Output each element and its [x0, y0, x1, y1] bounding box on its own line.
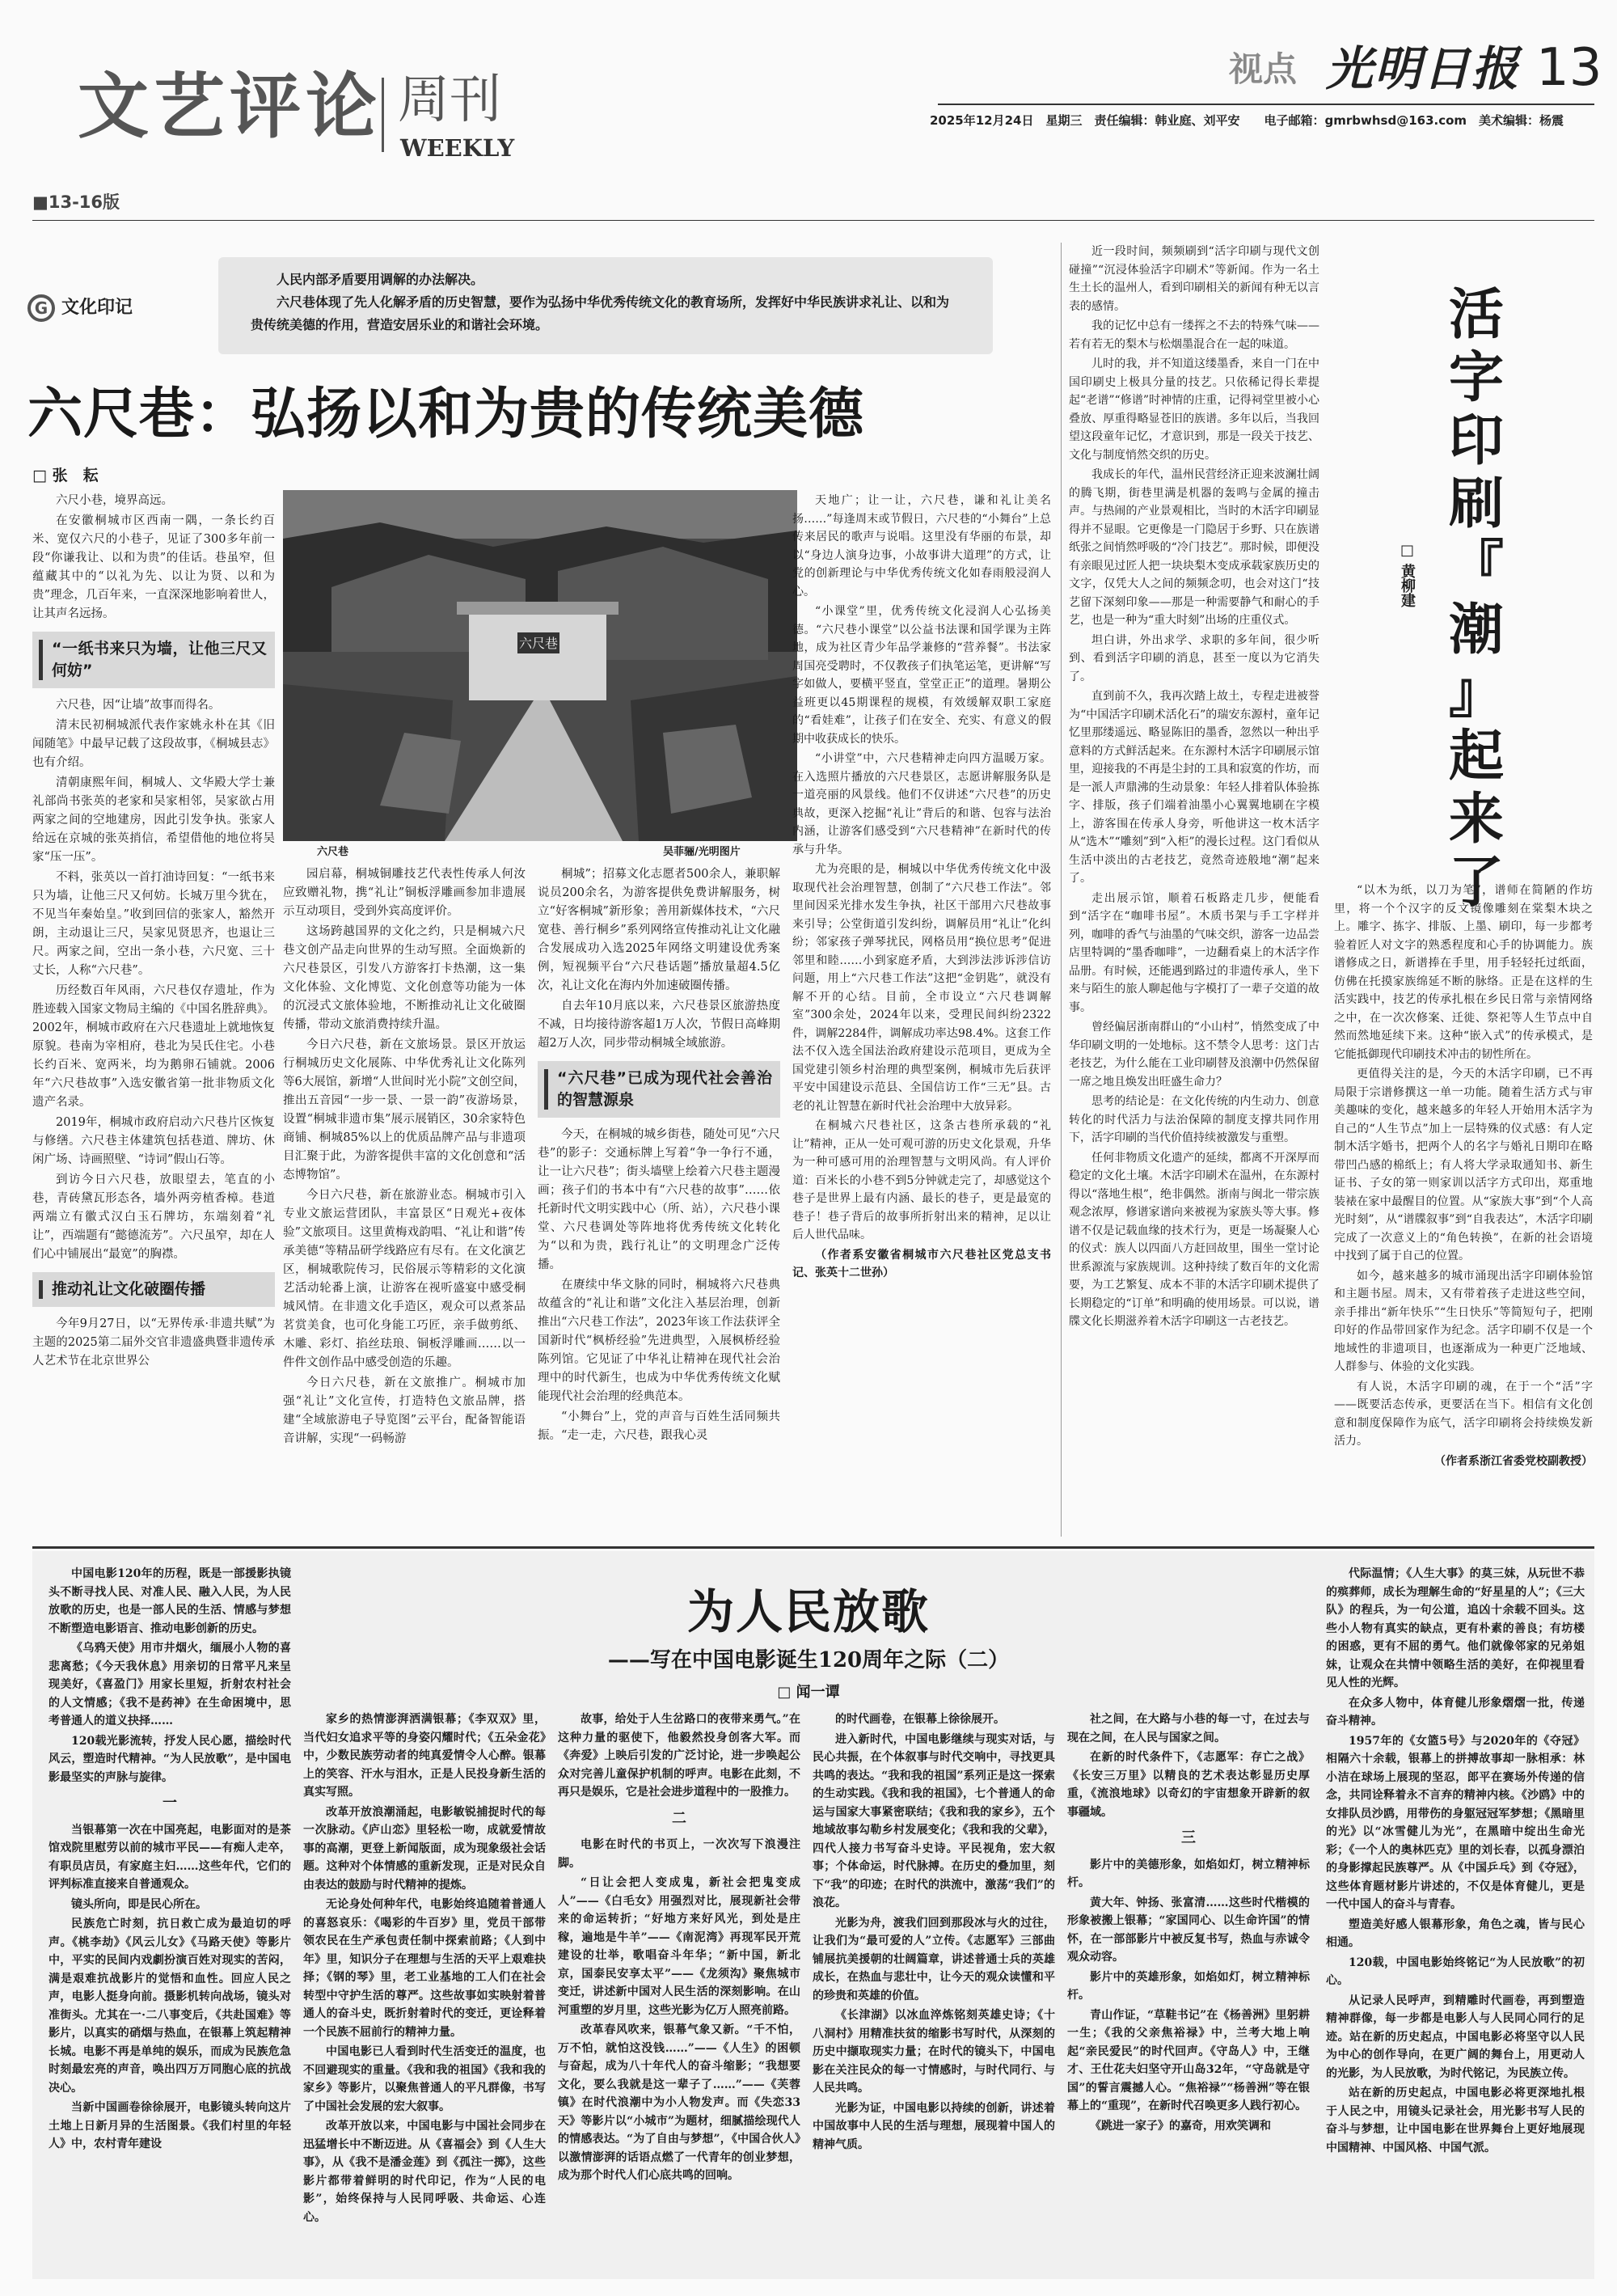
- paragraph: 桐城”；招募文化志愿者500余人，兼职解说员200余名，为游客提供免费讲解服务，树立“好客桐城”新形象；善用新媒体技术，“六尺宽巷、善行桐乡”系列网络宣传推动礼让文化融合发展成功入选2025年网络文明建设优秀案例，短视频平台“六尺巷话题”播放量超4.5亿次，礼让文化在海内外加速破圈传播。: [538, 868, 780, 992]
- paragraph: 任何非物质文化遗产的延续，都离不开深厚而稳定的文化土壤。木活字印刷术在温州，在东源村得以“落地生根”，绝非偶然。浙南与闽北一带宗族观念浓厚，修谱家谱向来被视为家族头等大事。修谱不仅是记载血缘的技术行为，更是一场凝聚人心的仪式：族人以四面八方赶回故里，围坐一堂讨论世系源流与家族规训。这种持续了数百年的文化需要，为工艺繁复、成本不菲的木活字印刷术提供了长期稳定的“订单”和明确的使用场景。可以说，谱牒文化长期滋养着木活字印刷这一古老技艺。: [1069, 1151, 1319, 1328]
- paragraph: 无论身处何种年代，电影始终追随着普通人的喜怒哀乐：《喝彩的牛百岁》里，党员干部带领农民在生产承包责任制中探索前路；《人到中年》里，知识分子在理想与生活的天平上艰难抉择；《钢的琴》里，老工业基地的工人们在社会转型中守护生活的尊严。这些故事如实映射着普通人的奋斗史，既折射着时代的变迁，更诠释着一个民族不屈前行的精神力量。: [303, 1898, 546, 2039]
- paragraph: 改革春风吹来，银幕气象又新。“千不怕，万不怕，就怕这没钱……”——《人生》的困顿与奋起，成为八十年代人的奋斗缩影；“我想要文化，要么我就是这一辈子了……”——《芙蓉镇》在时代浪潮中为小人物发声。而《失恋33天》等影片以“小城市”为题材，细腻描绘现代人的情感表达。“为了自由与梦想”，《中国合伙人》以激情澎湃的话语点燃了一代青年的创业梦想，成为那个时代人们心底共鸣的回响。: [558, 2023, 800, 2182]
- paragraph: 近一段时间，频频刷到“活字印刷与现代文创碰撞”“沉浸体验活字印刷术”等新闻。作为一名土生土长的温州人，看到印刷相关的新闻有种无以言表的感情。: [1069, 245, 1319, 313]
- paragraph: 2019年，桐城市政府启动六尺巷片区恢复与修缮。六尺巷主体建筑包括巷道、牌坊、休闲广场、诗画照壁、“诗词”假山石等。: [32, 1116, 275, 1166]
- article2-byline: □ 黄柳建: [1399, 542, 1416, 608]
- article1-column-4: [792, 492, 1051, 1535]
- paragraph: “小课堂”里，优秀传统文化浸润人心弘扬美德。“六尺巷小课堂”以公益书法课和国学课为主阵地，成为社区青少年品学兼修的“营养餐”。书法家周国亮受聘时，不仅教孩子们执笔运笔，更讲解“写字如做人，要横平竖直，堂堂正正”的道理。暑期公益班更以45期课程的规模，有效缓解双职工家庭的“看娃难”，让孩子们在安全、充实、有意义的假期中收获成长的快乐。: [792, 605, 1051, 746]
- paragraph: 园启幕，桐城铜雕技艺代表性传承人何汝应致赠礼物，携“礼让”铜板浮雕画参加非遗展示互动项目，受到外宾高度评价。: [283, 868, 526, 918]
- paragraph: 当新中国画卷徐徐展开，电影镜头转向这片土地上日新月异的生活图景。《我们村里的年轻人》中，农村青年建设: [49, 2101, 291, 2150]
- photo-liuchixiang: [283, 490, 797, 841]
- quote-line-2: 六尺巷体现了先人化解矛盾的历史智慧，要作为弘扬中华优秀传统文化的教育场所，发挥好中华民族讲求礼让、以和为贵传统美德的作用，营造安居乐业的和谐社会环境。: [251, 294, 950, 332]
- article3-column-2: [303, 1710, 546, 2277]
- bottom-section-rule: [32, 1546, 1594, 1549]
- headline-char: 来: [1448, 787, 1504, 852]
- masthead-rule: [938, 104, 1594, 105]
- paragraph: 120载光影流转，抒发人民心愿，描绘时代风云，塑造时代精神。“为人民放歌”，是中国电影最坚实的声脉与旋律。: [49, 1734, 291, 1784]
- paragraph: 黄大年、钟扬、张富清……这些时代楷模的形象被搬上银幕；“家国同心、以生命许国”的情怀，在一部部影片中被反复书写，热血与赤诚令观众动容。: [1067, 1896, 1310, 1964]
- paragraph: 从记录人民呼声，到精雕时代画卷，再到塑造精神群像，每一步都是电影人与人民同心同行的足迹。站在新的历史起点，中国电影必将坚守以人民为中心的创作导向，在更广阔的舞台上，用更动人的光影，为人民放歌，为时代铭记，为民族立传。: [1326, 1994, 1585, 2080]
- masthead-divider: [382, 78, 384, 152]
- article1-byline: □ 张 耘: [32, 467, 99, 484]
- section-number-2: 二: [672, 1809, 686, 1827]
- paragraph: 影片中的英雄形象，如焰如灯，树立精神标杆。: [1067, 1970, 1310, 2002]
- paragraph: 曾经偏居浙南群山的“小山村”，悄然变成了中华印刷文明的一处地标。这不禁令人思考：这门古老技艺，为什么能在工业印刷替及浪潮中仍然保留一席之地且焕发出旺盛生命力？: [1069, 1021, 1319, 1089]
- culture-mark-label: 文化印记: [61, 298, 133, 318]
- paragraph: 在安徽桐城市区西南一隅，一条长约百米、宽仅六尺的小巷子，见证了300多年前一段“你谦我让、以和为贵”的佳话。巷虽窄，但蕴藏其中的“以礼为先、以让为贤、以和为贵”理念，几百年来，一直深深地影响着世人，让其声名远扬。: [32, 514, 275, 620]
- quote-line-1: 人民内部矛盾要用调解的办法解决。: [277, 272, 484, 287]
- paragraph: 家乡的热情澎湃洒满银幕；《李双双》里，当代妇女追求平等的身姿闪耀时代；《五朵金花》中，少数民族劳动者的纯真爱情令人心醉。银幕上的笑容、汗水与泪水，正是人民投身新生活的真实写照。: [303, 1713, 546, 1799]
- article3-column-3: [558, 1710, 800, 2277]
- paragraph: 的时代画卷，在银幕上徐徐展开。: [835, 1713, 1005, 1726]
- masthead-title: 文艺评论: [78, 65, 382, 148]
- paragraph: 改革开放以来，中国电影与中国社会同步在迅猛增长中不断迈进。从《喜福会》到《人生大事》，从《我不是潘金莲》到《孤注一掷》，这些影片都带着鲜明的时代印记，作为“人民的电影”，始终保持与人民同呼吸、共命运、心连心。: [303, 2120, 546, 2224]
- section-number-1: 一: [163, 1795, 177, 1812]
- masthead-info: 2025年12月24日 星期三 责任编辑：韩业庭、刘平安 电子邮箱：gmrbwhsd@163.com 美术编辑：杨震: [930, 113, 1564, 128]
- paragraph: 代际温情；《人生大事》的莫三妹，从玩世不恭的殡葬师，成长为理解生命的“好星星的人”；《三大队》的程兵，为一句公道，追凶十余载不回头。这些小人物有真实的缺点，更有朴素的善良；有坊楼的困惑，更有不屈的勇气。他们就像邻家的兄弟姐妹，让观众在共情中领略生活的美好，在仰视里看见人性的光辉。: [1326, 1567, 1585, 1689]
- headline-char: 潮: [1448, 598, 1504, 662]
- paragraph: 影片中的美德形象，如焰如灯，树立精神标杆。: [1067, 1858, 1310, 1889]
- paragraph: 光影为舟，渡我们回到那段冰与火的过往，让我们为“最可爱的人”立传。《志愿军》三部曲铺展抗美援朝的壮阔篇章，讲述普通士兵的英雄成长，在热血与悲壮中，让今天的观众读懂和平的珍贵和英雄的价值。: [813, 1916, 1055, 2002]
- author-note: （作者系浙江省委党校副教授）: [1434, 1454, 1593, 1468]
- paragraph: 镜头所向，即是民心所在。: [71, 1897, 207, 1911]
- article1-column-2: [283, 865, 526, 1535]
- paragraph: 不料，张英以一首打油诗回复：“一纸书来只为墙，让他三尺又何妨。长城万里今犹在，不见当年秦始皇。”收到回信的张家人，豁然开朗，主动退让三尺，吴家见贤思齐，也退让三尺。两家之间，空出一条小巷，六尺宽、三十丈长，人称“六尺巷”。: [32, 871, 275, 977]
- article3-column-4: [813, 1710, 1055, 2277]
- paragraph: 天地广；让一让，六尺巷，谦和礼让美名扬……”每逢周末或节假日，六尺巷的“小舞台”上总传来居民的歌声与说唱。这里没有华丽的布景，却以“身边人演身边事，小故事讲大道理”的方式，让党的创新理论与中华优秀传统文化如春雨般浸润人心。: [792, 494, 1051, 598]
- photo-plaque: 六尺巷: [518, 636, 559, 651]
- photo-caption-left: 六尺巷: [317, 846, 349, 858]
- paragraph: 塑造美好感人银幕形象，角色之魂，皆与民心相通。: [1326, 1918, 1585, 1949]
- paragraph: 在桐城六尺巷社区，这条古巷所承载的“礼让”精神，正从一处可观可游的历史文化景观，升华为一种可感可用的治理智慧与文明风尚。有人评价道：百米长的小巷不到5分钟就走完了，却感觉这个巷子是世界上最有内涵、最长的巷子，更是最宽的巷子！巷子背后的故事所折射出来的精神，足以让后人世代品味。: [792, 1119, 1051, 1241]
- headline-char: 字: [1448, 345, 1504, 410]
- article2-column-1: [1069, 243, 1319, 1535]
- paragraph: 历经数百年风雨，六尺巷仅存遗址，作为胜迹载入国家文物局主编的《中国名胜辞典》。2002年，桐城市政府在六尺巷遗址上就地恢复原貌。巷南为宰相府，巷北为吴氏住宅。小巷长约百米、宽两米，均为鹅卵石铺就。2006年“六尺巷故事”入选安徽省第一批非物质文化遗产名录。: [32, 984, 275, 1109]
- masthead-pages: ■13-16版: [32, 192, 120, 212]
- paragraph: 尤为亮眼的是，桐城以中华优秀传统文化中汲取现代社会治理智慧，创制了“六尺巷工作法”。邻里间因采光排水发生争执，社区干部用六尺巷故事来引导；公堂街道引发纠纷，调解员用“礼让”化纠纷；邻家孩子弹琴扰民，网格员用“换位思考”促进邻里和睦……小到家庭矛盾，大到涉法涉诉涉信访问题，用上“六尺巷工作法”这把“金钥匙”，就没有解不开的心结。目前，全市设立“六尺巷调解室”300余处，2024年以来，受理民间纠纷2322件，调解2284件，调解成功率达98.4%。这套工作法不仅入选全国法治政府建设示范项目，更成为全国党建引领乡村治理的典型案例，桐城市先后获评平安中国建设示范县、全国信访工作“三无”县。古老的礼让智慧在新时代社会治理中大放异彩。: [792, 863, 1051, 1113]
- headline-char: 印: [1448, 408, 1504, 473]
- paragraph: 今日六尺巷，新在旅游业态。桐城市引入专业文旅运营团队，丰富景区“日观光+夜体验”文旅项目。这里黄梅戏韵唱、“礼让和谐”传承美德“等精品研学线路应有尽有。在文化演艺区，桐城歌院传习，民俗展示等精彩的文化演艺活动轮番上演，让游客在视听盛宴中感受桐城风情。在非遗文化手造区，观众可以煮茶品茗赏美食，也可化身能工巧匠，亲手做剪纸、木雕、彩灯、掐丝珐琅、铜板浮雕画……以一件件文创作品中感受创造的乐趣。: [283, 1189, 526, 1369]
- paragraph: 清朝康熙年间，桐城人、文华殿大学士兼礼部尚书张英的老家和吴家相邻，吴家欲占用两家之间的空地建房，因此引发争执。张家人给远在京城的张英捎信，希望借他的地位将吴家“压一压”。: [32, 776, 275, 864]
- paragraph: 我成长的年代，温州民营经济正迎来波澜壮阔的腾飞期，街巷里满是机器的轰鸣与金属的撞击声。与热闹的产业景观相比，当时的木活字印刷显得并不显眼。它更像是一门隐居于乡野、只在族谱纸张之间悄然呼吸的“冷门技艺”。那时候，即便没有亲眼见过匠人把一块块梨木变成承载家族历史的文字，仅凭大人之间的频频念叨，也会对这门“技艺留下深刻印象——那是一种需要静气和耐心的手艺，也是一种为“重大时刻”出场的庄重仪式。: [1069, 468, 1319, 627]
- paragraph: 有人说，木活字印刷的魂，在于一个“活”字——既要活态传承，更要活在当下。相信有文化创意和制度保障作为底气，活字印刷将会持续焕发新活力。: [1334, 1380, 1593, 1448]
- paragraph: 当银幕第一次在中国亮起，电影面对的是茶馆戏院里慰劳以前的城市平民——有痴人走卒，有职员店员，有家庭主妇……这些年代，它们的评判标准直接来自普通观众。: [49, 1823, 291, 1891]
- paragraph: “日让会把人变成鬼，新社会把鬼变成人”——《白毛女》用强烈对比，展现新社会带来的命运转折；“好地方来好风光，到处是庄稼，遍地是牛羊”——《南泥湾》再现军民开荒建设的壮举，歌唱奋斗年华；“新中国，新北京，国泰民安享太平”——《龙须沟》聚焦城市变迁，讲述新中国对人民生活的深刻影响。在山河重塑的岁月里，这些光影为亿万人照亮前路。: [558, 1876, 800, 2017]
- paragraph: 在新的时代条件下，《志愿军：存亡之战》《长安三万里》以精良的艺术表达彰显历史厚重，《流浪地球》以奇幻的宇宙想象开辟新的叙事疆域。: [1067, 1751, 1310, 1819]
- paragraph: 自去年10月底以来，六尺巷景区旅游热度不减，日均接待游客超1万人次，节假日高峰期超2万人次，同步带动桐城全域旅游。: [538, 1000, 780, 1050]
- paragraph: 这场跨越国界的文化之约，只是桐城六尺巷文创产品走向世界的生动写照。全面焕新的六尺巷景区，引发八方游客打卡热潮，这一集文化体验、文化博览、文化创意等功能为一体的沉浸式文旅体验地，不断推动礼让文化破圈传播，带动文旅消费持续升温。: [283, 925, 526, 1031]
- paragraph: 今日六尺巷，新在文旅场景。景区开放运行桐城历史文化展陈、中华优秀礼让文化陈列等6大展馆，新增“人世间时光小院”文创空间，推出五音园“一步一景、一景一韵”夜游场景，设置“桐城非遗市集”展示展销区，30余家特色商铺、桐城85%以上的优质品牌产品与非遗项目汇聚于此，为游客提供丰富的文化创意和“活态博物馆”。: [283, 1038, 526, 1182]
- section-name: 视点: [1229, 49, 1298, 89]
- culture-mark: [27, 294, 133, 322]
- paragraph: 改革开放浪潮涌起，电影敏锐捕捉时代的每一次脉动。《庐山恋》里轻松一吻，成就爱情故事的高潮，更登上新闻版面，成为现象级社会话题。这种对个体情感的重新发现，正是对民众自由表达的鼓励与时代精神的提炼。: [303, 1805, 546, 1892]
- paragraph: 更值得关注的是，今天的木活字印刷，已不再局限于宗谱修撰这一单一功能。随着生活方式与审美趣味的变化，越来越多的年轻人开始用木活字为自己的“人生节点”加上一层特殊的仪式感：有人定制木活字婚书，把两个人的名字与婚礼日期印在略带凹凸感的棉纸上；有人将大学录取通知书、新生证书、子女的第一则家训以活字方式印出，郑重地装裱在家中最醒目的位置。从“家族大事”到“个人高光时刻”，从“谱牒叙事”到“自我表达”，木活字印刷完成了一次意义上的“角色转换”，在新的社会语境中找到了属于自己的位置。: [1334, 1068, 1593, 1262]
- headline-char: 刷: [1448, 471, 1504, 536]
- paragraph: 《长津湖》以冰血淬炼铭刻英雄史诗；《十八洞村》用精准扶贫的缩影书写时代，从深刻的历史中撷取现实力量；在时代的镜头下，中国电影在关注民众的每一寸情感时，与时代同行、与人民共鸣。: [813, 2009, 1055, 2095]
- paragraph: 在众多人物中，体育健儿形象熠熠一批，传递奋斗精神。: [1326, 1696, 1585, 1727]
- article2-column-2: [1334, 882, 1593, 1535]
- paragraph: 如今，越来越多的城市涌现出活字印刷体验馆和主题书屋。周末，又有带着孩子走进这些空间，亲手排出“新年快乐”“生日快乐”等简短句子，把刚印好的作品带回家作为纪念。活字印刷不仅是一个地域性的非遗项目，也逐渐成为一种更广泛地域、人群参与、体验的文化实践。: [1334, 1269, 1593, 1373]
- article1-column-3: [538, 865, 780, 1535]
- paragraph: 光影为证，中国电影以持续的创新，讲述着中国故事中人民的生活与理想，展现着中国人的精神气质。: [813, 2101, 1055, 2151]
- subhead-2: 推动礼让文化破圈传播: [32, 1272, 275, 1307]
- paragraph: 站在新的历史起点，中国电影必将更深地扎根于人民之中，用镜头记录社会，用光影书写人民的奋斗与梦想，让中国电影在世界舞台上更好地展现中国精神、中国风格、中国气派。: [1326, 2087, 1585, 2154]
- subhead-3: “六尺巷”已成为现代社会善治的智慧源泉: [538, 1061, 780, 1118]
- paper-logo: 光明日报: [1326, 41, 1521, 96]
- article1-column-1: [32, 492, 275, 1535]
- masthead-bottom-rule: [32, 220, 1594, 221]
- headline-char: 起: [1448, 724, 1504, 789]
- article2-headline: [1444, 283, 1509, 914]
- paragraph: 今年9月27日，以“无界传承·非遗共赋”为主题的2025第二届外交官非遗盛典暨非遗传承人艺术节在北京世界公: [32, 1317, 275, 1368]
- paragraph: 在赓续中华文脉的同时，桐城将六尺巷典故蕴含的“礼让和谐”文化注入基层治理，创新推出“六尺巷工作法”，2023年该工作法获评全国新时代“枫桥经验”先进典型，入展枫桥经验陈列馆。它见证了中华礼让精神在现代社会治理中的时代新生，也成为中华优秀传统文化赋能现代社会治理的经典范本。: [538, 1279, 780, 1403]
- paragraph: 坦白讲，外出求学、求职的多年间，很少听到、看到活字印刷的消息，甚至一度以为它消失了。: [1069, 633, 1319, 683]
- article3-subtitle: ——写在中国电影诞生120周年之际（二）: [607, 1648, 1010, 1672]
- paragraph: 《乌鸦天使》用市井烟火，缅展小人物的喜悲离愁；《今天我休息》用亲切的日常平凡来呈现美好，《喜盈门》用家长里短，折射农村社会的人文情感；《我不是药神》在生命困境中，思考普通人的道义抉择……: [49, 1642, 291, 1727]
- article3-column-5: [1067, 1710, 1310, 2277]
- headline-char: 『: [1448, 535, 1504, 599]
- culture-mark-icon: G: [27, 294, 55, 322]
- paragraph: 思考的结论是：在文化传统的内生动力、创意转化的时代活力与法治保障的制度支撑共同作用下，活字印刷的当代价值持续被激发与重塑。: [1069, 1095, 1319, 1144]
- paragraph: “小讲堂”中，六尺巷精神走向四方温暖万家。在入选照片播放的六尺巷景区，志愿讲解服务队是一道亮丽的风景线。他们不仅讲述“六尺巷”的历史典故，更深入挖掘“礼让”背后的和谐、包容与法治内涵，让游客们感受到“六尺巷精神”在新时代的传承与升华。: [792, 752, 1051, 856]
- paragraph: 六尺小巷，境界高远。: [56, 494, 173, 507]
- paragraph: 六尺巷，因“让墙”故事而得名。: [56, 699, 221, 712]
- paragraph: 电影在时代的书页上，一次次写下浪漫注脚。: [558, 1838, 800, 1870]
- paragraph: 今日六尺巷，新在文旅推广。桐城市加强“礼让”文化宣传，打造特色文旅品牌，搭建“全域旅游电子导览图”云平台，配备智能语音讲解，实现“一码畅游: [283, 1376, 526, 1445]
- headline-char: 活: [1448, 282, 1504, 347]
- paragraph: 《跳进一家子》的嘉奇，用欢笑调和: [1090, 2119, 1271, 2133]
- article3-column-6: [1326, 1565, 1585, 2277]
- masthead-weekly-cn: 周刊: [398, 70, 501, 130]
- paragraph: 120载，中国电影始终铭记“为人民放歌”的初心。: [1326, 1956, 1585, 1987]
- photo-illustration: [283, 490, 797, 841]
- author-note: （作者系安徽省桐城市六尺巷社区党总支书记、张英十二世孙）: [792, 1248, 1051, 1279]
- article1-headline: 六尺巷：弘扬以和为贵的传统美德: [27, 382, 865, 446]
- article3-headline: 为人民放歌: [686, 1584, 930, 1639]
- subhead-1: “一纸书来只为墙，让他三尺又何妨”: [32, 632, 275, 688]
- paragraph: 中国电影已人看到时代生活变迁的温度，也不回避现实的重量。《我和我的祖国》《我和我的家乡》等影片，以聚焦普通人的平凡群像，书写了中国社会发展的宏大叙事。: [303, 2045, 546, 2113]
- paragraph: 走出展示馆，顺着石板路走几步，便能看到“活字在“咖啡书屋”。木质书架与手工字样并列，咖啡的香气与油墨的气味交织，游客一边品尝店里特调的“墨香咖啡”，一边翻看桌上的木活字作品册。有时候，还能遇到路过的非遗传承人，坐下来与陌生的旅人聊起他与字模打了一辈子交道的故事。: [1069, 891, 1319, 1014]
- masthead-weekly-en: WEEKLY: [400, 134, 515, 162]
- page-number: 13: [1536, 38, 1602, 98]
- paragraph: 民族危亡时刻，抗日救亡成为最迫切的呼声。《桃李劫》《风云儿女》《马路天使》等影片中，平实的民间内戏劇扮演百姓对现实的苦闷，满是艰难抗战影片的觉悟和血性。回应人民之声，电影人挺身向前。摄影机转向战场，镜头对准街头。尤其在一·二八事变后，《共赴国难》等影片，以真实的硝烟与热血，在银幕上筑起精神长城。电影不再是单纯的娱乐，而成为民族危急时刻最宏亮的声音，唤出四万万同胞心底的抗战决心。: [49, 1918, 291, 2095]
- quote-box: [218, 257, 993, 354]
- photo-caption-right: 吴菲骊/光明图片: [663, 846, 741, 858]
- column-rule: [1061, 243, 1062, 1537]
- paragraph: 清末民初桐城派代表作家姚永朴在其《旧闻随笔》中最早记载了这段故事，《桐城县志》也有介绍。: [32, 719, 275, 769]
- paragraph: 我的记忆中总有一缕挥之不去的特殊气味——若有若无的梨木与松烟墨混合在一起的味道。: [1069, 319, 1319, 351]
- paragraph: 故事，给处于人生岔路口的夜带来勇气。”在这种力量的驱使下，他毅然投身创客大军。而《奔爱》上映后引发的广泛讨论，进一步唤起公众对完善儿童保护机制的呼声。电影在此刻，不再只是娱乐，它是社会进步道程中的一股推力。: [558, 1713, 800, 1799]
- paragraph: 到访今日六尺巷，放眼望去，笔直的小巷，青砖黛瓦形态各，墙外两旁植香樟。巷道两端立有徽式汉白玉石牌坊，东端刻着“礼让”，西端题有“懿德流芳”。六尺虽窄，却在人们心中铺展出“最宽”的胸襟。: [32, 1173, 275, 1261]
- paragraph: “小舞台”上，党的声音与百姓生活同频共振。“走一走，六尺巷，跟我心灵: [538, 1410, 780, 1442]
- headline-char: 』: [1448, 661, 1504, 725]
- section-number-3: 三: [1181, 1829, 1196, 1846]
- article3-byline: □ 闻一谭: [777, 1684, 840, 1701]
- paragraph: 1957年的《女篮5号》与2020年的《夺冠》相隔六十余载，银幕上的拼搏故事却一脉相承：林小洁在球场上展现的坚忍，郎平在赛场外传递的信念，共同诠释着永不言弃的精神内核。《沙鸥》中的女排队员沙鸥，用带伤的身躯冠冠军梦想；《黑暗里的光》以“冰雪健儿为光”，在黑暗中绽出生命光彩；《一个人的奥林匹克》里的刘长春，以孤身漂泊的身影撑起民族尊严。从《中国乒乓》到《夺冠》，这些体育题材影片讲述的，不仅是体育健儿，更是一代中国人的奋斗与青春。: [1326, 1734, 1585, 1911]
- paragraph: 直到前不久，我再次踏上故土，专程走进被誉为“中国活字印刷术活化石”的瑞安东源村，童年记忆里那缕遥远、略显陈旧的墨香，忽然以一种出乎意料的方式鲜活起来。在东源村木活字印刷展示馆里，迎接我的不再是尘封的工具和寂寞的作坊，而是一派人声鼎沸的生动景象：年轻人排着队体验拣字、排版，孩子们端着油墨小心翼翼地刷在字模上，游客围在传承人身旁，听他讲这一枚木活字从“选木”“雕刻”到“入柜”的漫长过程。这门看似从生活中淡出的古老技艺，竟然奇迹般地“潮”起来了。: [1069, 690, 1319, 885]
- paragraph: 今天，在桐城的城乡街巷，随处可见“六尺巷”的影子：交通标牌上写着“争一争行不通，让一让六尺巷”；街头墙壁上绘着六尺巷主题漫画；孩子们的书本中有“六尺巷的故事”……依托新时代文明实践中心（所、站），六尺巷小课堂、六尺巷调处等阵地将优秀传统文化转化为“以和为贵，践行礼让”的文明理念广泛传播。: [538, 1128, 780, 1271]
- paragraph: 社之间，在大路与小巷的每一寸，在过去与现在之间，在人民与国家之间。: [1067, 1713, 1310, 1744]
- paragraph: 进入新时代，中国电影继续与现实对话，与民心共振，在个体叙事与时代交响中，寻找更具共鸣的表达。“我和我的祖国”系列正是这一探索的生动实践。《我和我的祖国》，七个普通人的命运与国家大事紧密联结；《我和我的家乡》，五个地域故事勾勒乡村发展变化；《我和我的父辈》，四代人接力书写奋斗史诗。平民视角，宏大叙事；个体命运，时代脉搏。在历史的叠加里，刻下“我”的印迹；在时代的洪流中，激荡“我们”的浪花。: [813, 1732, 1055, 1909]
- paragraph: “以木为纸，以刀为笔”，谱师在简陋的作坊里，将一个个汉字的反文镜像雕刻在棠梨木块之上。雕字、拣字、排版、上墨、刷印，每一步都考验着匠人对文字的熟悉程度和心手的协调能力。族谱修成之日，新谱捧在手里，用手轻轻托过纸面，仿佛在托摸家族绵延不断的脉络。正是在这样的生活实践中，技艺的传承扎根在乡民日常与亲情网络之中，在一次次修案、迁徙、祭祀等人生节点中自然而然地延续下来。这种“嵌入式”的传承模式，是它能抵御现代印刷技术冲击的韧性所在。: [1334, 884, 1593, 1061]
- headline-char: 了: [1448, 850, 1504, 915]
- paragraph: 儿时的我，并不知道这缕墨香，来自一门在中国印刷史上极具分量的技艺。只依稀记得长辈提起“老谱”“修谱”时神情的庄重，记得祠堂里被小心叠放、厚重得略显苍旧的族谱。多年以后，当我回望这段童年记忆，才意识到，那是一段关于技艺、文化与制度悄然交织的历史。: [1069, 357, 1319, 462]
- paragraph: 中国电影120年的历程，既是一部援影执镜头不断寻找人民、对准人民、融入人民，为人民放歌的历史，也是一部人民的生活、情感与梦想不断塑造电影语言、推动电影创新的历史。: [49, 1567, 291, 1635]
- paragraph: 青山作证，“草鞋书记”在《杨善洲》里躬耕一生；《我的父亲焦裕禄》中，兰考大地上响起“亲民爱民”的时代回声。《守岛人》中，王继才、王仕花夫妇坚守开山岛32年，“守岛就是守国”的誓言震撼人心。“焦裕禄”“杨善洲”等在银幕上的“重现”，在新时代召唤更多人践行初心。: [1067, 2008, 1310, 2112]
- article3-column-1: [49, 1565, 291, 2277]
